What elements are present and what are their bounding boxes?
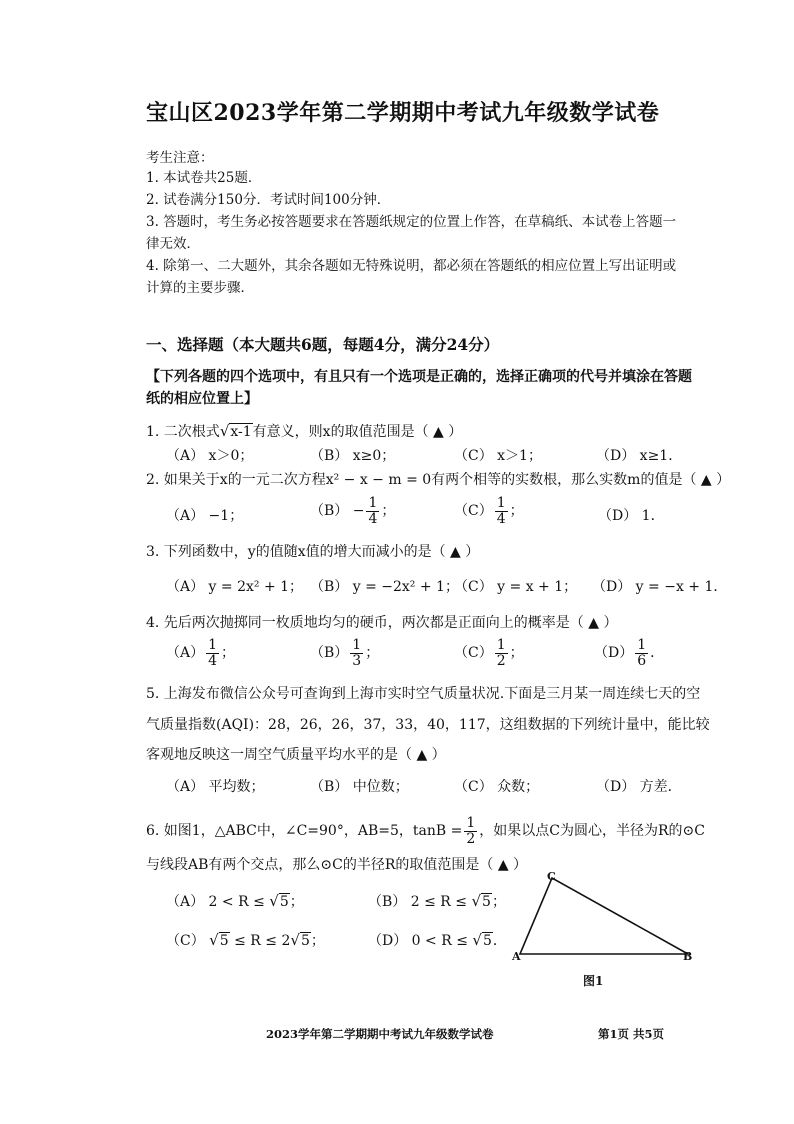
fraction-numerator: 1 — [368, 495, 378, 511]
q6-option-c-radicand-2: 5 — [300, 933, 310, 949]
sqrt-symbol: √ — [209, 931, 219, 949]
q3-option-b: （B） y = −2x² + 1； — [310, 579, 459, 595]
section-heading: 一、选择题（本大题共6题，每题4分，满分24分） — [146, 335, 500, 354]
footer-page-number: 第1页 共5页 — [598, 1027, 665, 1041]
vertex-label-b: B — [683, 950, 693, 963]
q6-option-a-text: （A） 2 < R ≤ — [166, 894, 270, 910]
question-5: 5. 上海发布微信公众号可查询到上海市实时空气质量状况.下面是三月某一周连续七天的空 — [146, 686, 701, 702]
q3-option-d: （D） y = −x + 1． — [592, 579, 728, 595]
q4-option-b-fraction — [350, 638, 363, 668]
q5-option-a: （A） 平均数； — [166, 779, 265, 795]
q3-option-a: （A） y = 2x² + 1； — [166, 579, 304, 595]
q4-option-d-suffix: ． — [650, 645, 665, 662]
question-5-line-3: 客观地反映这一周空气质量平均水平的是（ ▲ ） — [146, 747, 446, 763]
q4-option-d-fraction — [635, 638, 648, 668]
fraction-numerator: 1 — [496, 495, 506, 511]
q6-option-b — [368, 891, 506, 911]
question-6-line-2: 与线段AB有两个交点，那么⊙C的半径R的取值范围是（ ▲ ） — [146, 857, 528, 873]
q2-option-b-fraction — [366, 496, 379, 526]
q4-option-b-suffix: ； — [365, 645, 380, 662]
q6-option-c-radicand-1: 5 — [219, 933, 229, 949]
sqrt-symbol: √ — [219, 422, 230, 440]
figure-caption: 图1 — [583, 974, 604, 988]
q6-option-a-radicand: 5 — [279, 894, 289, 910]
q6-line-1-prefix: 6. 如图1，△ABC中，∠C=90°，AB=5，tanB = — [146, 823, 463, 840]
q1-option-d: （D） x≥1． — [596, 448, 683, 464]
q2-option-c-fraction — [495, 496, 508, 526]
q6-tan-fraction — [464, 816, 477, 846]
q6-option-a — [166, 891, 304, 911]
q1-prefix: 1. 二次根式 — [146, 424, 220, 440]
q5-option-c: （C） 众数； — [454, 779, 540, 795]
q4-option-d — [594, 638, 664, 668]
notice-item-3-cont: 律无效． — [146, 236, 200, 252]
q6-option-b-radicand: 5 — [482, 894, 491, 910]
vertex-label-a: A — [512, 950, 521, 963]
q1-suffix: 有意义，则x的取值范围是（ ▲ ） — [252, 424, 463, 440]
section-instruction-cont: 纸的相应位置上】 — [146, 391, 258, 407]
q2-option-c-label: （C） — [454, 503, 493, 520]
triangle-figure — [500, 868, 700, 968]
question-3: 3. 下列函数中，y的值随x值的增大而减小的是（ ▲ ） — [146, 544, 480, 560]
q2-option-c — [454, 496, 524, 526]
q6-option-c-suffix: ； — [310, 933, 325, 949]
q4-option-a-fraction — [206, 638, 219, 668]
q1-option-c: （C） x＞1； — [454, 448, 542, 464]
q4-option-a-suffix: ； — [221, 645, 236, 662]
section-instruction: 【下列各题的四个选项中，有且只有一个选项是正确的，选择正确项的代号并填涂在答题 — [146, 369, 692, 385]
q6-option-d-suffix: ． — [492, 933, 507, 949]
q6-option-b-text: （B） 2 ≤ R ≤ — [368, 894, 472, 910]
q2-option-b-label: （B） − — [310, 503, 365, 520]
q2-option-a: （A） −1； — [166, 508, 244, 524]
fraction-denominator: 6 — [637, 652, 647, 669]
question-1 — [146, 421, 462, 441]
q5-option-b: （B） 中位数； — [310, 779, 409, 795]
sqrt-symbol: √ — [471, 892, 482, 910]
fraction-numerator: 1 — [496, 637, 506, 653]
q4-option-d-label: （D） — [594, 645, 634, 662]
notice-heading: 考生注意： — [146, 150, 214, 166]
q4-option-b — [310, 638, 379, 668]
fraction-denominator: 2 — [496, 652, 506, 669]
q6-option-a-suffix: ； — [289, 894, 304, 910]
q6-line-1-suffix: ，如果以点C为圆心，半径为R的⊙C — [479, 823, 705, 840]
q6-option-d — [368, 930, 507, 950]
q4-option-a-label: （A） — [166, 645, 205, 662]
notice-item-2: 2. 试卷满分150分．考试时间100分钟． — [146, 192, 391, 208]
fraction-numerator: 1 — [208, 637, 218, 653]
q6-option-d-radicand: 5 — [482, 933, 492, 949]
q4-option-b-label: （B） — [310, 645, 349, 662]
q5-option-d: （D） 方差． — [596, 779, 682, 795]
sqrt-symbol: √ — [290, 931, 300, 949]
q3-option-c: （C） y = x + 1； — [454, 579, 578, 595]
q2-option-b — [310, 496, 395, 526]
q4-option-c-fraction — [495, 638, 508, 668]
q6-option-c-middle: ≤ R ≤ 2 — [229, 933, 291, 949]
q4-option-c-label: （C） — [454, 645, 493, 662]
fraction-denominator: 4 — [208, 652, 218, 669]
page-title: 宝山区2023学年第二学期期中考试九年级数学试卷 — [146, 100, 660, 126]
q1-radicand: x-1 — [230, 424, 252, 440]
q4-option-a — [166, 638, 235, 668]
q6-option-c — [166, 930, 325, 950]
question-4: 4. 先后两次抛掷同一枚质地均匀的硬币，两次都是正面向上的概率是（ ▲ ） — [146, 615, 618, 631]
notice-item-4: 4. 除第一、二大题外，其余各题如无特殊说明，都必须在答题纸的相应位置上写出证明或 — [146, 258, 677, 274]
fraction-numerator: 1 — [466, 815, 476, 831]
fraction-denominator: 3 — [352, 652, 362, 669]
fraction-denominator: 4 — [368, 510, 378, 527]
question-6 — [146, 816, 705, 846]
fraction-numerator: 1 — [352, 637, 362, 653]
sqrt-symbol: √ — [472, 931, 482, 949]
notice-item-1: 1. 本试卷共25题． — [146, 170, 262, 186]
notice-item-4-cont: 计算的主要步骤． — [146, 280, 254, 296]
q4-option-c — [454, 638, 524, 668]
question-2: 2. 如果关于x的一元二次方程x² − x − m = 0有两个相等的实数根，那么实数m的值是（ ▲ ） — [146, 472, 731, 488]
q1-option-b: （B） x≥0； — [310, 448, 396, 464]
q1-option-a: （A） x＞0； — [166, 448, 254, 464]
q2-option-b-suffix: ； — [381, 503, 396, 520]
notice-item-3: 3. 答题时，考生务必按答题要求在答题纸规定的位置上作答，在草稿纸、本试卷上答题一 — [146, 214, 677, 230]
fraction-numerator: 1 — [637, 637, 647, 653]
q2-option-c-suffix: ； — [509, 503, 524, 520]
q6-option-b-suffix: ； — [491, 894, 506, 910]
sqrt-symbol: √ — [269, 892, 279, 910]
fraction-denominator: 2 — [466, 830, 476, 847]
q4-option-c-suffix: ； — [509, 645, 524, 662]
fraction-denominator: 4 — [496, 510, 506, 527]
q2-option-d: （D） 1． — [598, 508, 665, 524]
vertex-label-c: C — [547, 870, 556, 883]
footer-title: 2023学年第二学期期中考试九年级数学试卷 — [266, 1027, 494, 1041]
q6-option-d-text: （D） 0 < R ≤ — [368, 933, 473, 949]
question-5-line-2: 气质量指数(AQI)：28，26，26，37，33，40，117，这组数据的下列统计量中，能比较 — [146, 717, 710, 733]
triangle-abc — [520, 878, 688, 954]
q6-option-c-label: （C） — [166, 933, 210, 949]
